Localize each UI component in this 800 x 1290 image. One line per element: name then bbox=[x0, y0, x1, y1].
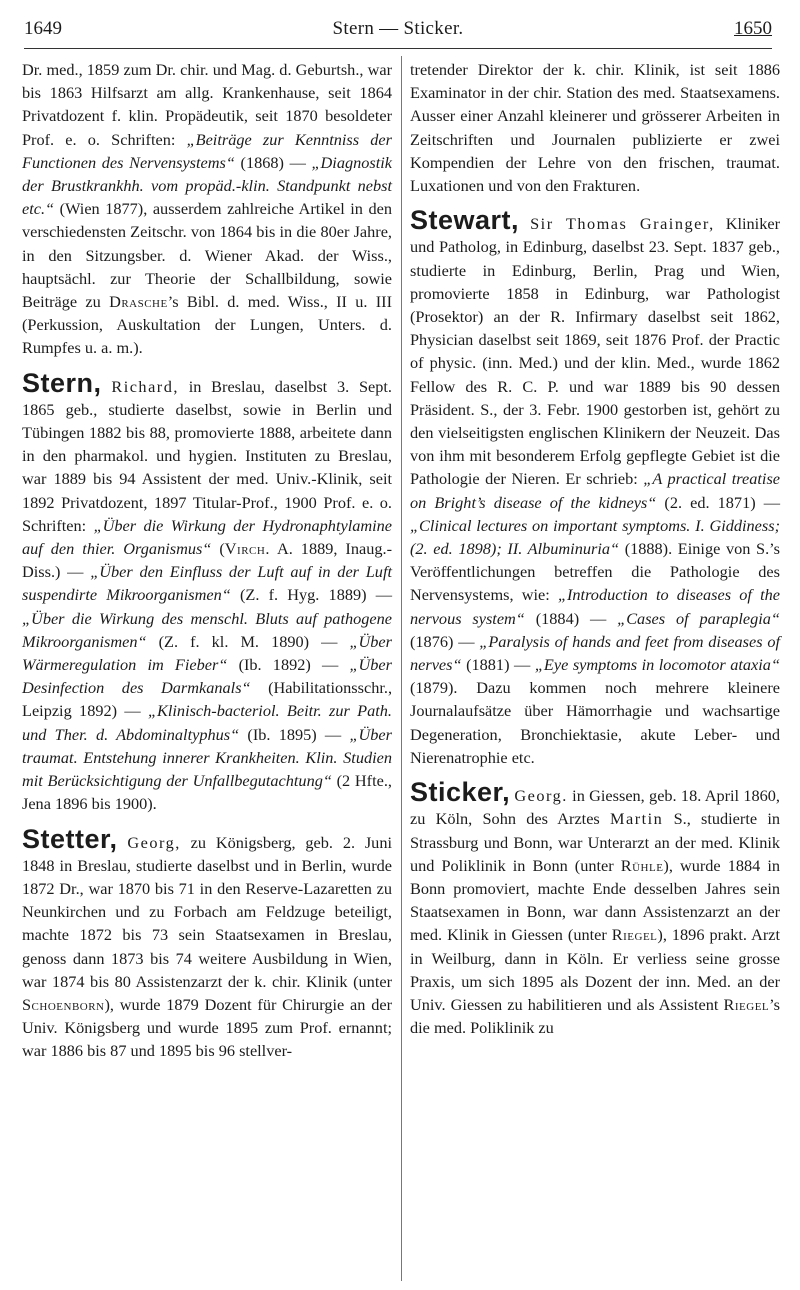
entry-stern: Stern, Richard, in Breslau, daselbst 3. Sept. 1865 geb., studierte daselbst, sowie in Berlin und Tübingen 1882 bis 88, promovierte 1888, arbeitete dann in den pharmakol. und hygien. Instituten zu Breslau, war 1889 bis 94 Assistent der med. Univ.-Klinik, seit 1892 Privatdozent, 1897 Titular-Prof., 1900 Prof. e. o. Schriften: „Über die Wirkung der Hydronaphtylamine auf den thier. Organismus“ (Virch. A. 1889, Inaug.-Diss.) — „Über den Einfluss der Luft auf in der Luft suspendirte Mikroorganismen“ (Z. f. Hyg. 1889) — „Über die Wirkung des menschl. Bluts auf pathogene Mikroorganismen“ (Z. f. kl. M. 1890) — „Über Wärmeregulation im Fieber“ (Ib. 1892) — „Über Desinfection des Darmkanals“ (Habilitationsschr., Leipzig 1892) — „Klinisch-bacteriol. Beitr. zur Path. und Ther. d. Abdominaltyphus“ (Ib. 1895) — „Über traumat. Entstehung innerer Krankheiten. Klin. Studien mit Berücksichtigung der Unfallbegutachtung“ (2 Hfte., Jena 1896 bis 1900). bbox=[22, 367, 393, 814]
entry-continuation: tretender Direktor der k. chir. Klinik, ist seit 1886 Examinator in der chir. Station des med. Staatsexamens. Ausser einer Anzahl kleinerer und grösserer Arbeiten in Zeitschriften und Journalen publizierte er zwei Kompendien der Lehre von den frischen, traumat. Luxationen und von den Frakturen. bbox=[410, 60, 780, 196]
entry-sticker: Sticker, Georg. in Giessen, geb. 18. April 1860, zu Köln, Sohn des Arztes Martin S., studierte in Strassburg und Bonn, war Unterarzt an der med. Klinik und Poliklinik in Bonn (unter Rühle), wurde 1884 in Bonn promoviert, machte Ende desselben Jahres sein Staatsexamen in Bonn, war dann Assistenzarzt an der med. Klinik in Giessen (unter Riegel), 1896 prakt. Arzt in Weilburg, dann in Köln. Er verliess seine grosse Praxis, um sich 1895 als Dozent der inn. Med. an der Univ. Giessen zu habilitieren und als Assistent Riegel’s die med. Poliklinik zu bbox=[410, 777, 780, 1038]
headword: Stewart, bbox=[410, 205, 520, 236]
page-header bbox=[24, 18, 772, 48]
header-rule bbox=[24, 48, 772, 49]
left-column bbox=[22, 58, 392, 1063]
entry-continuation: Dr. med., 1859 zum Dr. chir. und Mag. d. Geburtsh., war bis 1863 Hilfsarzt am allg. Krankenhause, seit 1864 Privatdozent f. klin. Propädeutik, seit 1870 besoldeter Prof. e. o. Schriften: „Beiträge zur Kenntniss der Functionen des Nervensystems“ (1868) — „Diagnostik der Brustkrankhh. vom propäd.-klin. Standpunkt nebst etc.“ (Wien 1877), ausserdem zahlreiche Artikel in den verschiedensten Zeitschr. von 1864 bis in die 80er Jahre, in den Sitzungsber. d. Wiener Akad. der Wiss., hauptsächl. zur Theorie der Schallbildung, sowie Beiträge zu Drasche’s Bibl. d. med. Wiss., II u. III (Perkussion, Auskultation der Lungen, Unters. d. Rumpfes u. a. m.). bbox=[22, 60, 392, 358]
page-number-left: 1649 bbox=[24, 18, 62, 39]
entry-stetter: Stetter, Georg, zu Königsberg, geb. 2. Juni 1848 in Breslau, studierte daselbst und in Berlin, wurde 1872 Dr., war 1870 bis 71 in den Reserve-Lazaretten zu Neunkirchen und zu Forbach am Feldzuge beteiligt, machte 1872 bis 73 sein Staatsexamen in Breslau, genoss dann 1873 bis 74 weitere Ausbildung in Wien, war 1874 bis 80 Assistenzarzt der k. chir. Klinik (unter Schoenborn), wurde 1879 Dozent für Chirurgie an der Univ. Königsberg und wurde 1895 zum Prof. ernannt; war 1886 bis 87 und 1895 bis 96 stellver- bbox=[22, 823, 392, 1061]
running-head: Stern — Sticker. bbox=[332, 18, 464, 39]
headword: Stern, bbox=[22, 367, 102, 398]
headword: Stetter, bbox=[22, 823, 118, 854]
headword: Sticker, bbox=[410, 777, 511, 808]
entry-stewart: Stewart, Sir Thomas Grainger, Kliniker und Patholog, in Edinburg, daselbst 23. Sept. 1837 geb., studierte in Edinburg, Berlin, Prag und Wien, promovierte 1858 in Edinburg, war Pathologist (Prosektor) an der R. Infirmary daselbst seit 1862, Physician daselbst seit 1869, seit 1876 Prof. der Practic of physic. (inn. Med.) und der klin. Med., wurde 1862 Fellow des R. C. P. und war 1889 bis 90 dessen Präsident. S., der 3. Febr. 1900 gestorben ist, gehört zu den vielseitigsten englischen Klinikern der Neuzeit. Das von ihm mit besonderem Erfolg gepflegte Gebiet ist die Pathologie der Nieren. Er schrieb: „A practical treatise on Bright’s disease of the kidneys“ (2. ed. 1871) — „Clinical lectures on important symptoms. I. Giddiness; (2. ed. 1898); II. Albuminuria“ (1888). Einige von S.’s Veröffentlichungen betreffen die Pathologie des Nervensystems, wie: „Introduction to diseases of the nervous system“ (1884) — „Cases of paraplegia“ (1876) — „Paralysis of hands and feet from diseases of nerves“ (1881) — „Eye symptoms in locomotor ataxia“ (1879). Dazu kommen noch mehrere kleinere Journalaufsätze über Hämorrhagie und wachsartige Degeneration, Bronchiektasie, akute Leber- und Nierenatrophie etc. bbox=[410, 205, 781, 767]
page-number-right: 1650 bbox=[734, 18, 772, 39]
column-divider bbox=[401, 56, 402, 1281]
right-column bbox=[410, 58, 780, 1039]
